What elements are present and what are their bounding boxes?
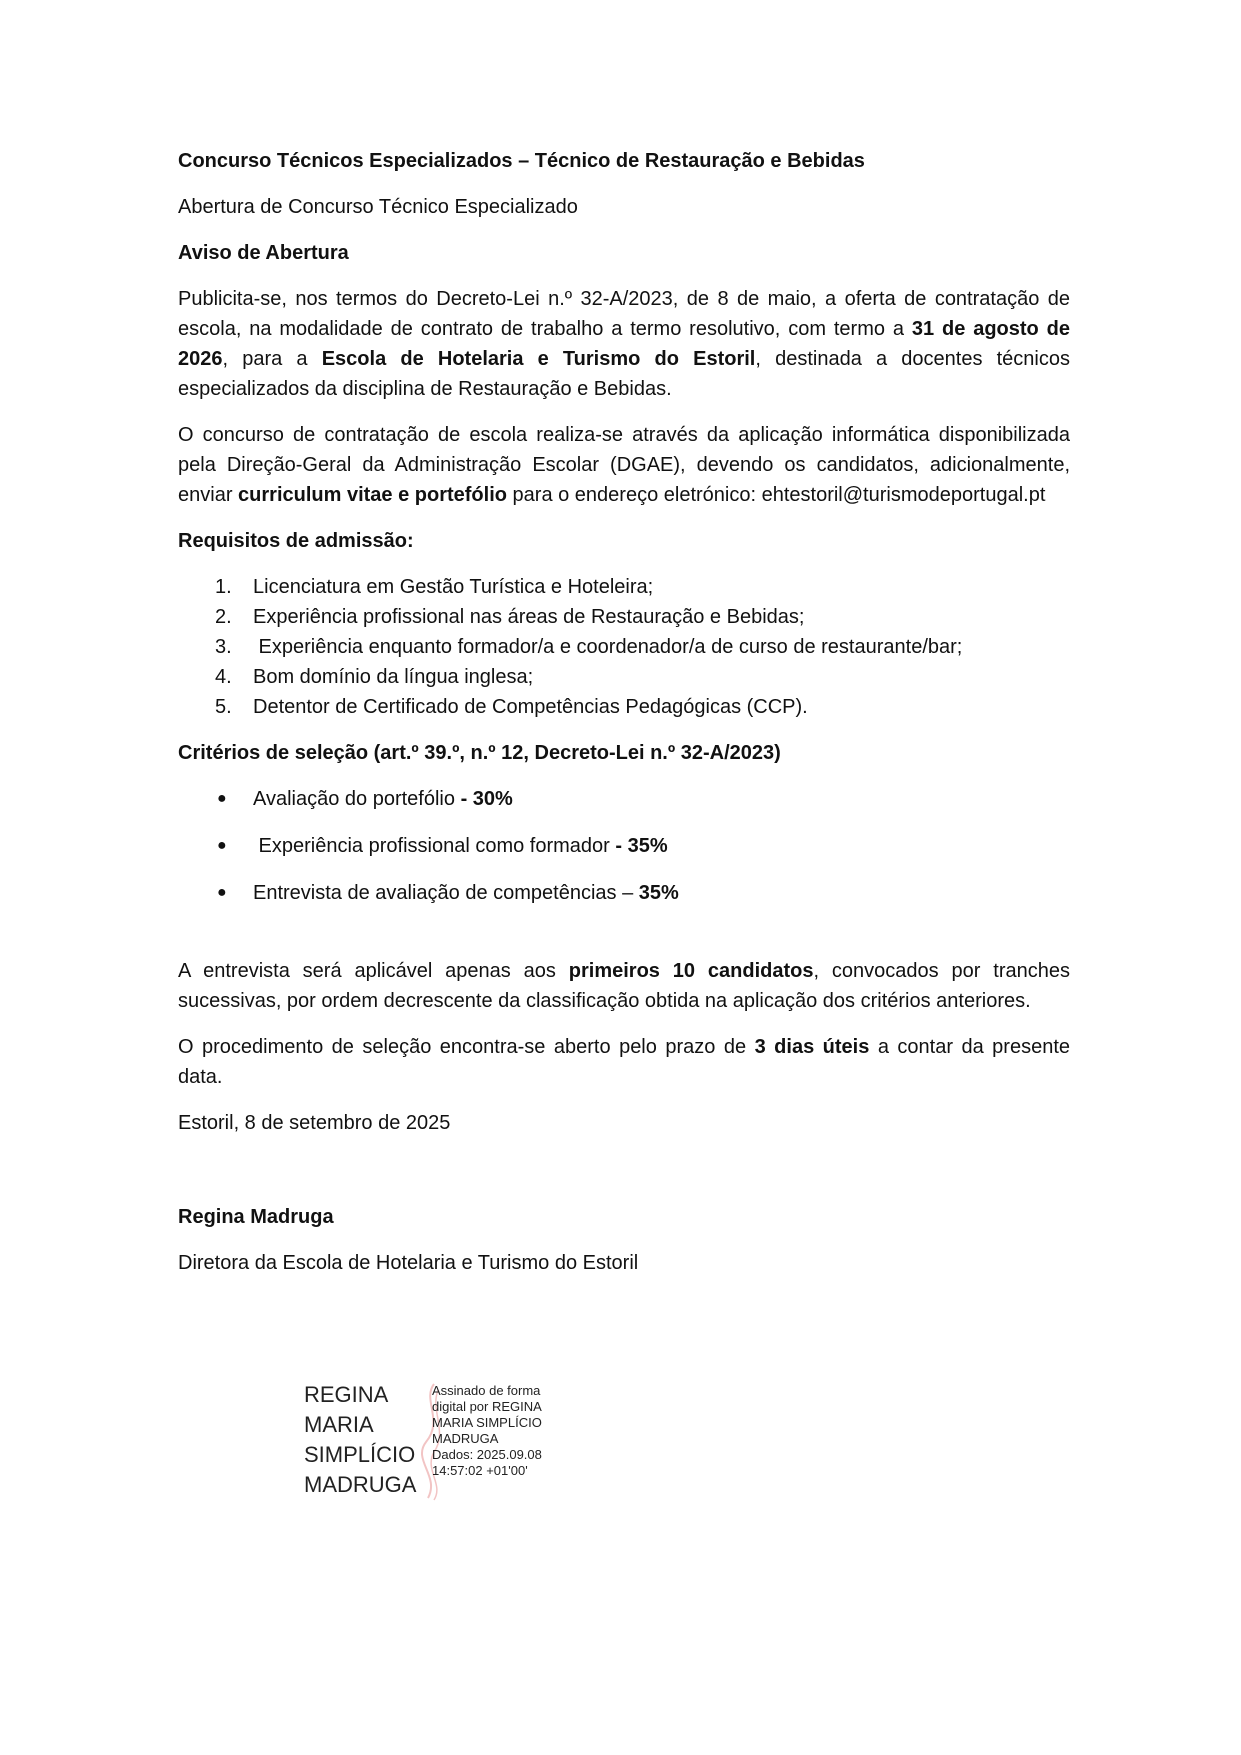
para1-text-3: , destinada a docentes técnicos especializados da disciplina de Restauração e Bebidas. [178, 348, 1070, 400]
paragraph-publicita [178, 284, 1070, 404]
document-subtitle: Abertura de Concurso Técnico Especializado [178, 196, 578, 218]
document-title: Concurso Técnicos Especializados – Técnico de Restauração e Bebidas [178, 150, 865, 172]
list-item [178, 784, 1070, 814]
signature-detail-line: MARIA SIMPLÍCIO [432, 1415, 542, 1430]
signatory-role: Diretora da Escola de Hotelaria e Turismo do Estoril [178, 1252, 639, 1274]
signature-details [432, 1383, 542, 1479]
para3-text-1: A entrevista será aplicável apenas aos [178, 960, 569, 982]
para3-text-2: , convocados por tranches sucessivas, por ordem decrescente da classificação obtida na aplicação dos critérios anteriores. [178, 960, 1071, 1012]
list-item [178, 878, 1070, 908]
criterion-weight: - 30% [460, 788, 513, 810]
list-item [178, 692, 1070, 722]
list-number: 1. [215, 576, 232, 598]
bullet-icon: ● [217, 790, 227, 807]
bullet-icon: ● [217, 837, 227, 854]
paragraph-entrevista [178, 956, 1070, 1016]
list-item-text: Experiência enquanto formador/a e coordenador/a de curso de restaurante/bar; [253, 636, 963, 658]
signature-name-line: MARIA [304, 1412, 374, 1437]
document-body [178, 146, 1070, 1288]
list-number: 3. [215, 636, 232, 658]
aviso-heading: Aviso de Abertura [178, 242, 349, 264]
list-item [178, 831, 1070, 861]
list-item-text: Licenciatura em Gestão Turística e Hoteleira; [253, 576, 654, 598]
list-item-text: Experiência profissional nas áreas de Restauração e Bebidas; [253, 606, 805, 628]
para2-text-2: para o endereço eletrónico: ehtestoril@turismodeportugal.pt [506, 484, 1046, 506]
criterion-text: Experiência profissional como formador [253, 835, 616, 857]
signatory-name: Regina Madruga [178, 1206, 334, 1228]
school-name: Escola de Hotelaria e Turismo do Estoril [321, 348, 756, 370]
para2-text-1: O concurso de contratação de escola realiza-se através da aplicação informática disponibilizada pela Direção-Geral da Administração Escolar (DGAE), devendo os candidatos, adicionalmente, enviar [178, 424, 1070, 506]
deadline-days: 3 dias úteis [754, 1036, 870, 1058]
requisitos-heading: Requisitos de admissão: [178, 530, 414, 552]
signature-detail-line: Assinado de forma [432, 1383, 541, 1398]
place-date: Estoril, 8 de setembro de 2025 [178, 1112, 451, 1134]
signature-detail-line: 14:57:02 +01'00' [432, 1463, 528, 1478]
paragraph-prazo [178, 1032, 1070, 1092]
signature-name-line: MADRUGA [304, 1472, 417, 1497]
para1-text-1: Publicita-se, nos termos do Decreto-Lei n.º 32-A/2023, de 8 de maio, a oferta de contratação de escola, na modalidade de contrato de trabalho a termo resolutivo, com termo a [178, 288, 1070, 340]
para1-text-2: , para a [222, 348, 322, 370]
list-item-text: Bom domínio da língua inglesa; [253, 666, 534, 688]
signature-name-line: REGINA [304, 1382, 389, 1407]
criterion-weight: 35% [638, 882, 679, 904]
signature-name-line: SIMPLÍCIO [304, 1442, 416, 1467]
list-item [178, 662, 1070, 692]
signature-name-block [304, 1380, 416, 1500]
list-item [178, 572, 1070, 602]
para4-text-2: a contar da presente data. [178, 1036, 1071, 1088]
contract-end-date: 31 de agosto de 2026 [178, 318, 1070, 370]
bullet-icon: ● [217, 884, 227, 901]
requisitos-list [178, 572, 1070, 722]
criterion-text: Avaliação do portefólio [253, 788, 461, 810]
list-item-text: Detentor de Certificado de Competências Pedagógicas (CCP). [253, 696, 808, 718]
first-candidates: primeiros 10 candidatos [568, 960, 814, 982]
paragraph-concurso [178, 420, 1070, 510]
para4-text-1: O procedimento de seleção encontra-se aberto pelo prazo de [178, 1036, 755, 1058]
signature-detail-line: digital por REGINA [432, 1399, 542, 1414]
criterios-list [178, 784, 1070, 908]
criterion-text: Entrevista de avaliação de competências – [253, 882, 639, 904]
criterion-weight: - 35% [615, 835, 668, 857]
criterios-heading: Critérios de seleção (art.º 39.º, n.º 12, Decreto-Lei n.º 32-A/2023) [178, 742, 781, 764]
list-number: 4. [215, 666, 232, 688]
list-number: 5. [215, 696, 232, 718]
signature-detail-line: Dados: 2025.09.08 [432, 1447, 542, 1462]
list-item [178, 602, 1070, 632]
list-item [178, 632, 1070, 662]
cv-portfolio: curriculum vitae e portefólio [238, 484, 507, 506]
digital-signature [304, 1380, 604, 1500]
signature-detail-line: MADRUGA [432, 1431, 499, 1446]
list-number: 2. [215, 606, 232, 628]
